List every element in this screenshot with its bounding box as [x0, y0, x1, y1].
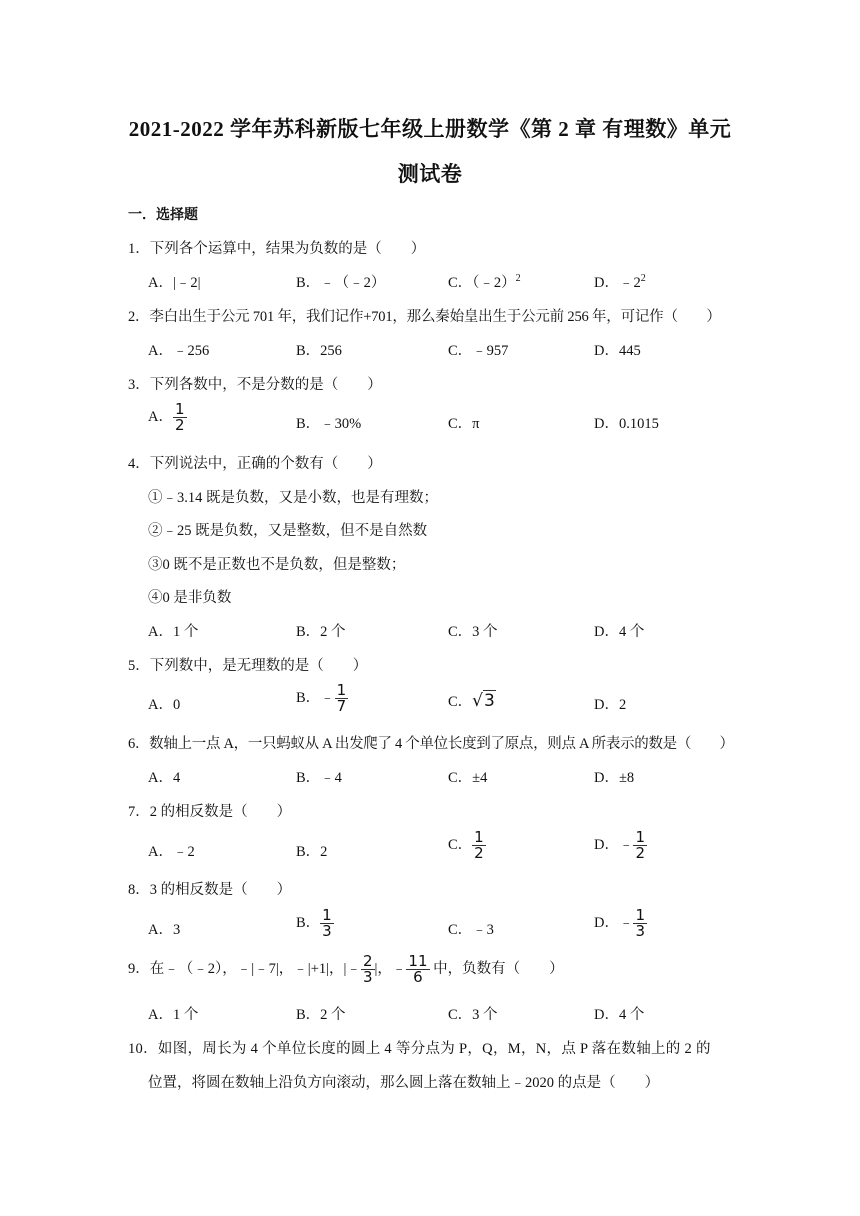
q2-option-a: A．﹣256	[148, 343, 210, 359]
q4-option-b: B．2 个	[296, 624, 346, 640]
q7-option-a: A．﹣2	[148, 844, 195, 860]
question-5: 5．下列数中，是无理数的是（ ）	[128, 658, 368, 674]
fraction: $\frac{1}{7}$	[336, 681, 347, 715]
question-6: 6．数轴上一点 A，一只蚂蚁从 A 出发爬了 4 个单位长度到了原点，则点 A 所表示的数是（ ）	[128, 736, 734, 752]
q4-statement-4: ④0 是非负数	[148, 590, 232, 606]
q8-option-d: D．﹣ $\frac{1}{3}$	[594, 906, 646, 940]
q6-option-d: D．±8	[594, 770, 635, 786]
question-10: 10．如图，周长为 4 个单位长度的圆上 4 等分点为 P，Q，M，N，点 P 落在数轴上的 2 的	[128, 1041, 711, 1057]
q4-option-d: D．4 个	[594, 624, 645, 640]
question-4: 4．下列说法中，正确的个数有（ ）	[128, 456, 382, 472]
fraction: $\frac{2}{3}$	[362, 952, 373, 986]
q7-option-c: C． $\frac{1}{2}$	[448, 828, 484, 862]
question-2: 2．李白出生于公元 701 年，我们记作+701，那么秦始皇出生于公元前 256 年，可记作（ ）	[128, 309, 721, 325]
q6-option-c: C．±4	[448, 770, 488, 786]
question-10-line2: 位置，将圆在数轴上沿负方向滚动，那么圆上落在数轴上﹣2020 的点是（ ）	[148, 1075, 660, 1091]
q4-option-c: C．3 个	[448, 624, 498, 640]
q4-statement-2: ②﹣25 既是负数，又是整数，但不是自然数	[148, 523, 428, 539]
page-title-line2: 测试卷	[397, 162, 463, 186]
q7-option-d: D．﹣ $\frac{1}{2}$	[594, 828, 646, 862]
q5-option-d: D．2	[594, 697, 627, 713]
fraction: $\frac{1}{2}$	[474, 828, 484, 862]
section-heading: 一．选择题	[128, 208, 198, 223]
q2-option-b: B．256	[296, 343, 342, 359]
q8-option-b: B． $\frac{1}{3}$	[296, 906, 332, 940]
q4-statement-3: ③0 既不是正数也不是负数，但是整数；	[148, 557, 406, 573]
q6-option-b: B．﹣4	[296, 770, 342, 786]
q3-option-a: A． $\frac{1}{2}$	[148, 400, 185, 434]
page-title: 2021-2022 学年苏科新版七年级上册数学《第 2 章 有理数》单元	[128, 117, 732, 141]
question-7: 7．2 的相反数是（ ）	[128, 804, 292, 820]
q8-option-c: C．﹣3	[448, 922, 494, 938]
q9-option-d: D．4 个	[594, 1007, 645, 1023]
q3-option-c: C．π	[448, 416, 480, 432]
question-9: 9．在﹣（﹣2），﹣|﹣7|，﹣|+1|，|﹣ $\frac{2}{3}$ |，﹣ $\frac{11}{6}$ 中，负数有（ ）	[128, 952, 564, 986]
q5-option-a: A．0	[148, 697, 181, 713]
q8-option-a: A．3	[148, 922, 181, 938]
square-root: √3	[472, 691, 495, 711]
fraction: $\frac{11}{6}$	[408, 952, 428, 986]
question-3: 3．下列各数中，不是分数的是（ ）	[128, 377, 382, 393]
q2-option-d: D．445	[594, 343, 641, 359]
q2-option-c: C．﹣957	[448, 343, 509, 359]
q9-option-c: C．3 个	[448, 1007, 498, 1023]
q6-option-a: A．4	[148, 770, 181, 786]
q9-option-b: B．2 个	[296, 1007, 346, 1023]
q1-option-b: B．﹣（﹣2）	[296, 275, 386, 291]
fraction: $\frac{1}{2}$	[174, 400, 185, 434]
q7-option-b: B．2	[296, 844, 328, 860]
fraction: $\frac{1}{2}$	[635, 828, 646, 862]
fraction: $\frac{1}{3}$	[635, 906, 646, 940]
q1-option-a: A．|﹣2|	[148, 275, 201, 291]
q3-option-b: B．﹣30%	[296, 416, 362, 432]
question-1: 1．下列各个运算中，结果为负数的是（ ）	[128, 241, 426, 257]
q1-option-d: D．$﹣2^2$	[594, 273, 646, 291]
q3-option-d: D．0.1015	[594, 416, 659, 432]
q5-option-b: B．﹣ $\frac{1}{7}$	[296, 681, 347, 715]
q1-option-c: C．（﹣2）$^2$	[448, 273, 521, 291]
q5-option-c: C．√3	[448, 691, 495, 711]
q4-statement-1: ①﹣3.14 既是负数，又是小数，也是有理数；	[148, 490, 438, 506]
question-8: 8．3 的相反数是（ ）	[128, 882, 292, 898]
fraction: $\frac{1}{3}$	[322, 906, 332, 940]
q9-option-a: A．1 个	[148, 1007, 199, 1023]
q4-option-a: A．1 个	[148, 624, 199, 640]
